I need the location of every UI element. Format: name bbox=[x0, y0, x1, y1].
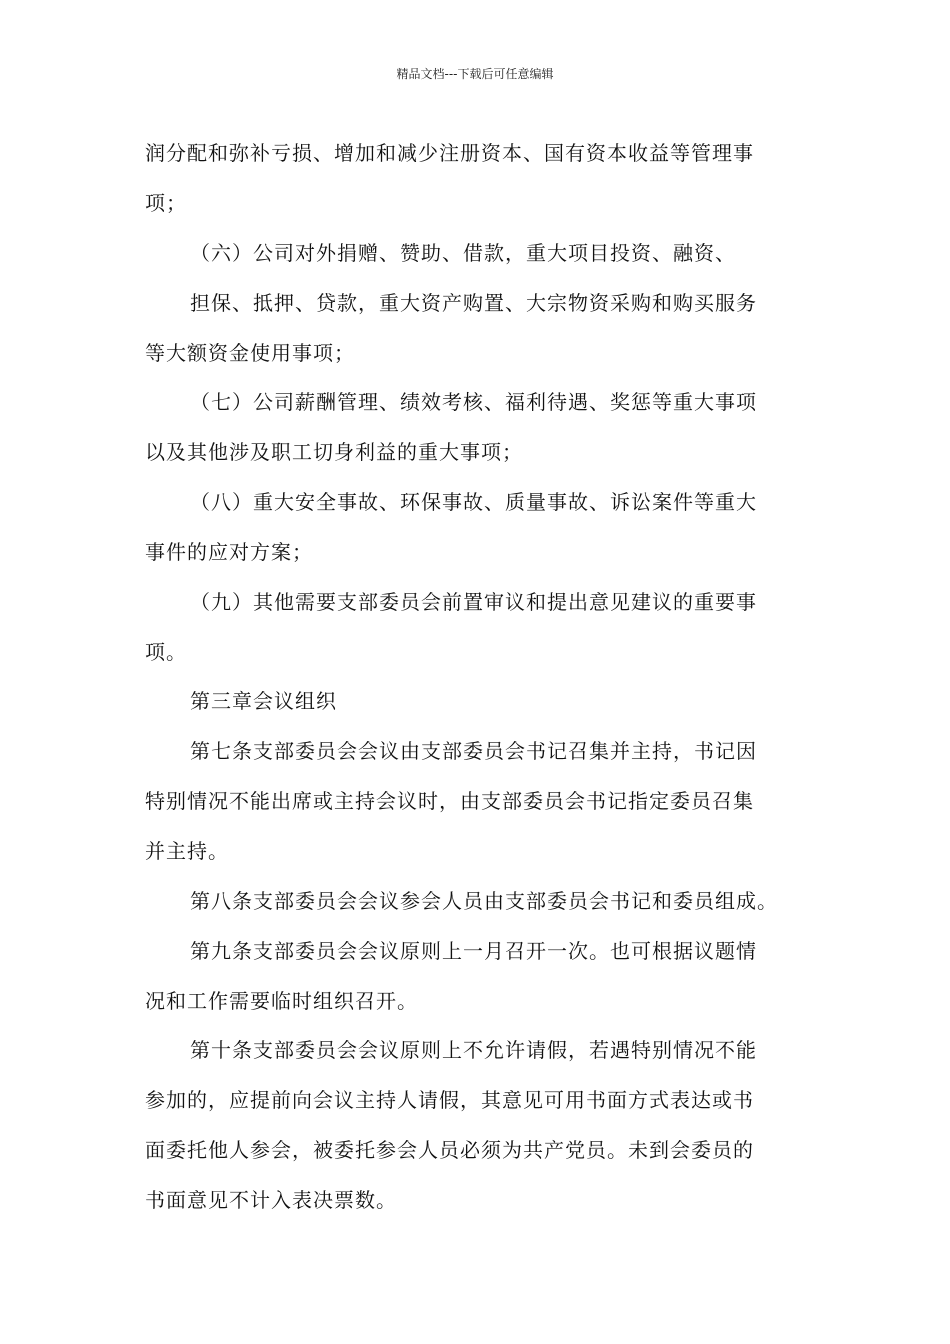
text-line: 书面意见不计入表决票数。 bbox=[145, 1188, 397, 1212]
text-line: 面委托他人参会，被委托参会人员必须为共产党员。未到会委员的 bbox=[145, 1138, 754, 1162]
chapter-heading: 第三章会议组织 bbox=[190, 689, 337, 713]
text-line: 第九条支部委员会会议原则上一月召开一次。也可根据议题情 bbox=[190, 939, 757, 963]
text-line: （八）重大安全事故、环保事故、质量事故、诉讼案件等重大 bbox=[190, 490, 757, 514]
text-line: （九）其他需要支部委员会前置审议和提出意见建议的重要事 bbox=[190, 590, 757, 614]
text-line: （七）公司薪酬管理、绩效考核、福利待遇、奖惩等重大事项 bbox=[190, 390, 757, 414]
text-line: 以及其他涉及职工切身利益的重大事项； bbox=[145, 440, 523, 464]
page-header: 精品文档---下载后可任意编辑 bbox=[396, 67, 554, 81]
text-line: 项。 bbox=[145, 640, 187, 664]
text-line: 润分配和弥补亏损、增加和减少注册资本、国有资本收益等管理事 bbox=[145, 141, 754, 165]
text-line: 特别情况不能出席或主持会议时，由支部委员会书记指定委员召集 bbox=[145, 789, 754, 813]
text-line: 参加的，应提前向会议主持人请假，其意见可用书面方式表达或书 bbox=[145, 1088, 754, 1112]
text-line: 第八条支部委员会会议参会人员由支部委员会书记和委员组成。 bbox=[190, 889, 778, 913]
text-line: 并主持。 bbox=[145, 839, 229, 863]
text-line: 事件的应对方案； bbox=[145, 540, 313, 564]
text-line: （六）公司对外捐赠、赞助、借款，重大项目投资、融资、 bbox=[190, 241, 736, 265]
text-line: 担保、抵押、贷款，重大资产购置、大宗物资采购和购买服务 bbox=[190, 291, 757, 315]
text-line: 第七条支部委员会会议由支部委员会书记召集并主持，书记因 bbox=[190, 739, 757, 763]
text-line: 况和工作需要临时组织召开。 bbox=[145, 989, 418, 1013]
text-line: 第十条支部委员会会议原则上不允许请假，若遇特别情况不能 bbox=[190, 1038, 757, 1062]
text-line: 项； bbox=[145, 191, 187, 215]
text-line: 等大额资金使用事项； bbox=[145, 341, 355, 365]
